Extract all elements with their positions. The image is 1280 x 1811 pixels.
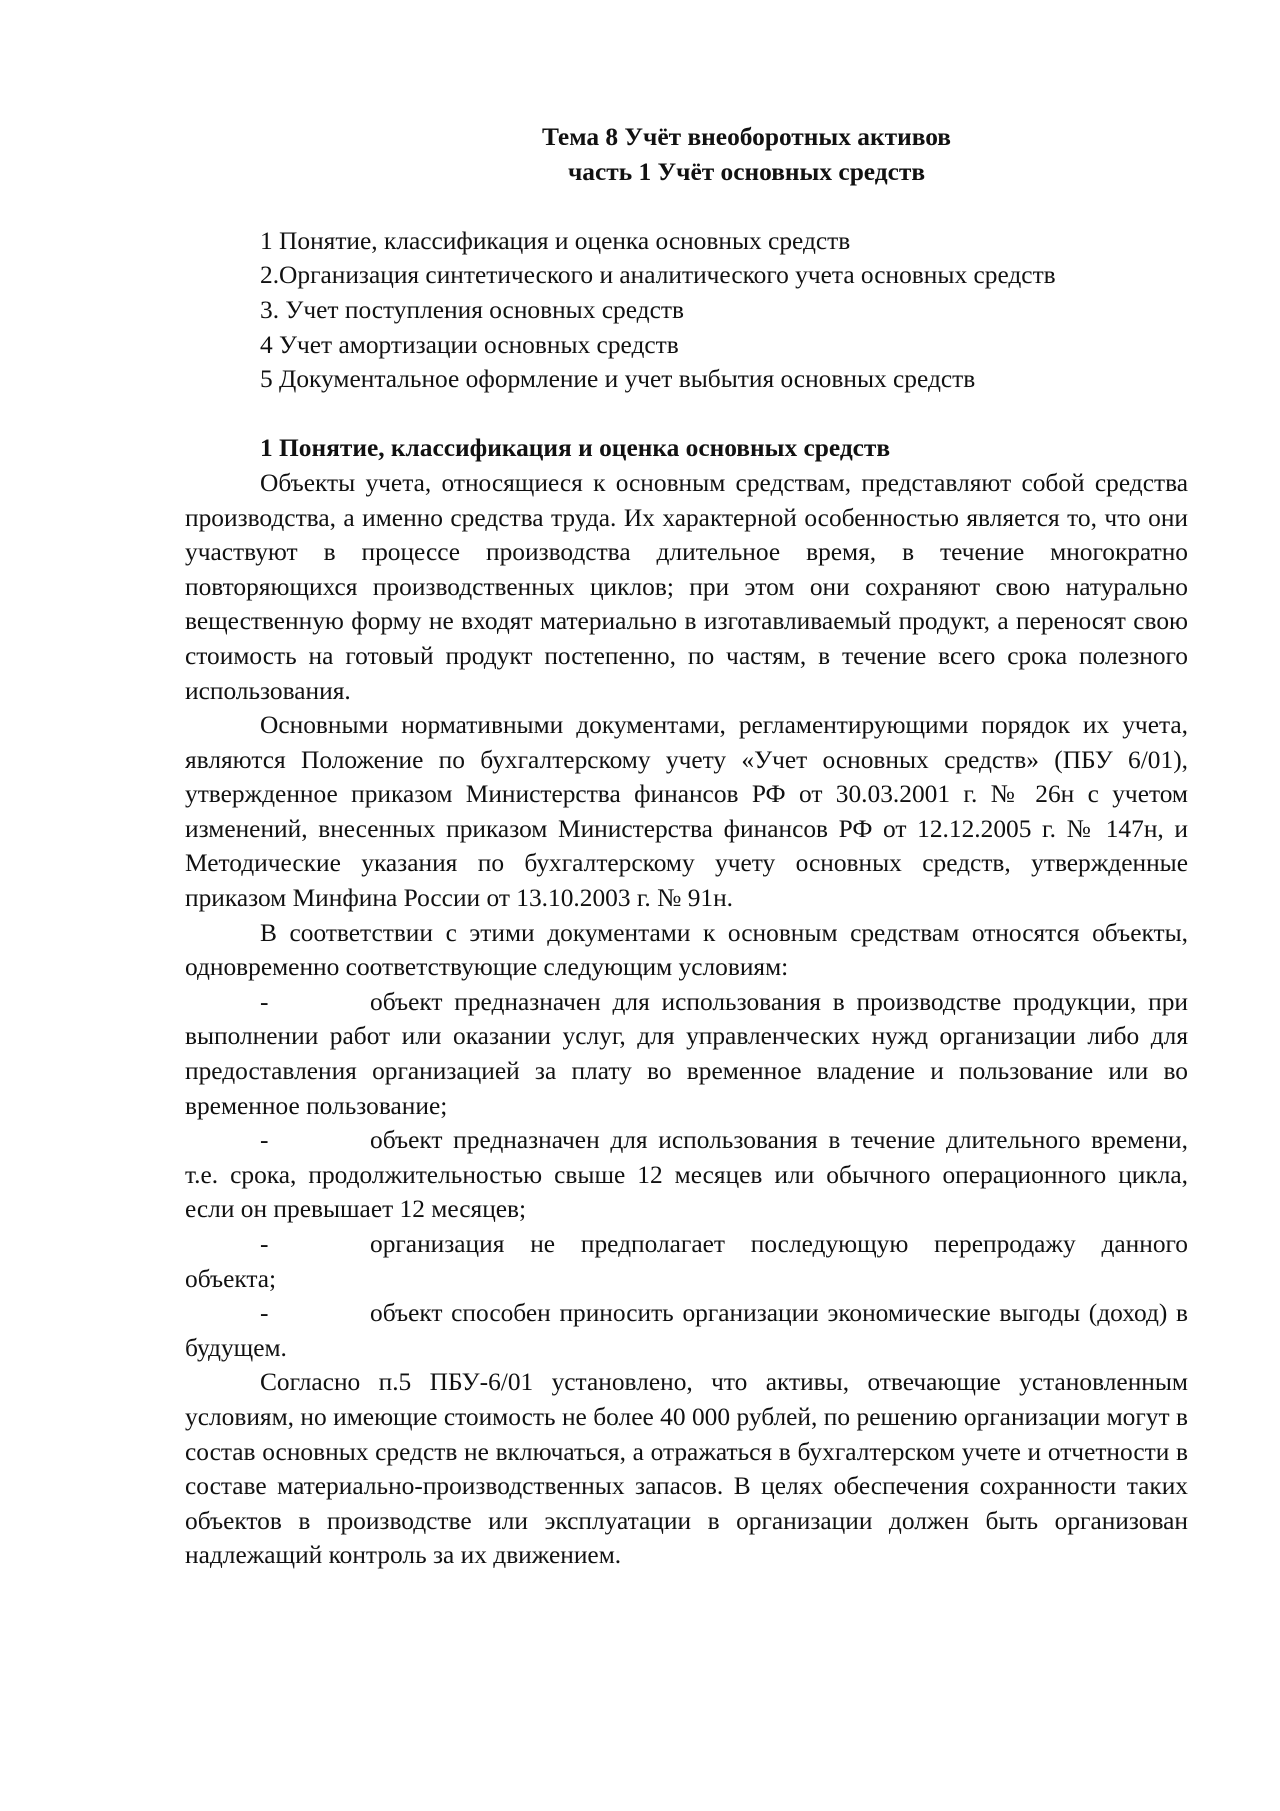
- bullet-item: [185, 1227, 1188, 1296]
- paragraph: Объекты учета, относящиеся к основным средствам, представляют собой средства производства, а именно средства труда. Их характерной особенностью является то, что они участвуют в процессе производства длительное время, в течение многократно повторяющихся производственных циклов; при этом они сохраняют свою натурально вещественную форму не входят материально в изготавливаемый продукт, а переносят свою стоимость на готовый продукт постепенно, по частям, в течение всего срока полезного использования.: [185, 468, 1188, 705]
- toc-item: 4 Учет амортизации основных средств: [260, 330, 679, 359]
- bullet-item: [185, 985, 1188, 1123]
- title-line-1: Тема 8 Учёт внеоборотных активов: [541, 123, 952, 151]
- bullet-text: объект предназначен для использования в течение длительного времени, т.е. срока, продолжительностью свыше 12 месяцев или обычного операционного цикла, если он превышает 12 месяцев;: [185, 1126, 1188, 1224]
- section-heading: 1 Понятие, классификация и оценка основных средств: [260, 434, 891, 463]
- toc-item: 3. Учет поступления основных средств: [260, 295, 684, 324]
- bullet-dash: -: [260, 1299, 269, 1328]
- bullet-dash: -: [260, 1126, 269, 1155]
- title-line-2: часть 1 Учёт основных средств: [567, 157, 926, 186]
- bullet-item: [185, 1296, 1188, 1365]
- paragraph: Основными нормативными документами, регламентирующими порядок их учета, являются Положение по бухгалтерскому учету «Учет основных средств» (ПБУ 6/01), утвержденное приказом Министерства финансов РФ от 30.03.2001 г. № 26н с учетом изменений, внесенных приказом Министерства финансов РФ от 12.12.2005 г. № 147н, и Методические указания по бухгалтерскому учету основных средств, утвержденные приказом Минфина России от 13.10.2003 г. № 91н.: [185, 711, 1188, 913]
- bullet-item: [185, 1123, 1188, 1227]
- spacer: [185, 397, 1188, 432]
- bullet-text: объект способен приносить организации экономические выгоды (доход) в будущем.: [185, 1299, 1188, 1362]
- paragraph: Согласно п.5 ПБУ-6/01 установлено, что активы, отвечающие установленным условиям, но имеющие стоимость не более 40 000 рублей, по решению организации могут в состав основных средств не включаться, а отражаться в бухгалтерском учете и отчетности в составе материально-производственных запасов. В целях обеспечения сохранности таких объектов в производстве или эксплуатации в организации должен быть организован надлежащий контроль за их движением.: [185, 1368, 1188, 1570]
- spacer: [185, 189, 1188, 224]
- toc-item: 2.Организация синтетического и аналитического учета основных средств: [260, 261, 1056, 290]
- toc-item: 5 Документальное оформление и учет выбытия основных средств: [260, 365, 976, 394]
- bullet-dash: -: [260, 1230, 269, 1258]
- bullet-text: объект предназначен для использования в производстве продукции, при выполнении работ или оказании услуг, для управленческих нужд организации либо для предоставления организацией за плату во временное владение и пользование или во временное пользование;: [185, 987, 1188, 1120]
- bullet-dash: -: [260, 987, 269, 1016]
- table-of-contents: [185, 224, 1188, 397]
- paragraph: В соответствии с этими документами к основным средствам относятся объекты, одновременно соответствующие следующим условиям:: [185, 918, 1188, 982]
- toc-item: 1 Понятие, классификация и оценка основных средств: [260, 226, 851, 255]
- bullet-text: организация не предполагает последующую перепродажу данного объекта;: [185, 1230, 1188, 1293]
